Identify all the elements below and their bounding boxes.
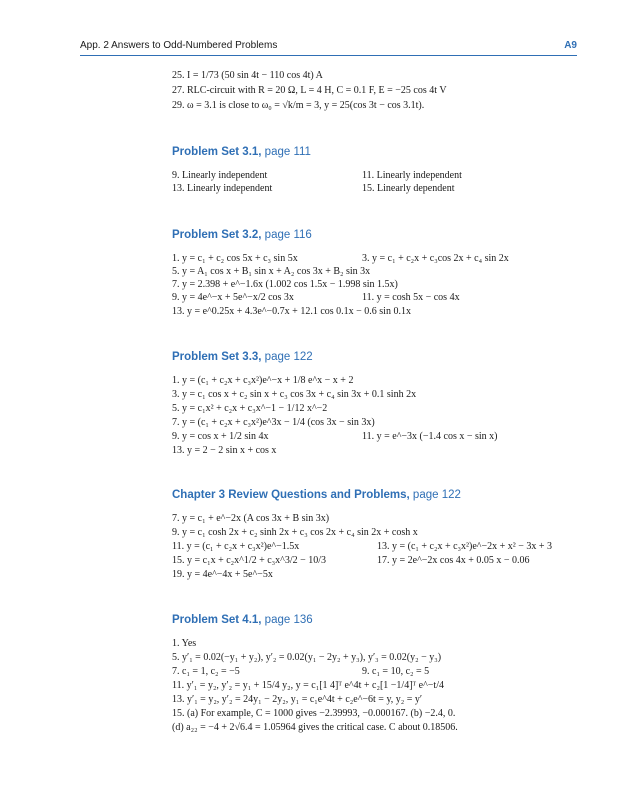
- answer-line: 9. y = 4e^−x + 5e^−x/2 cos 3x: [172, 292, 294, 303]
- answer-line: 7. y = (c₁ + c₂x + c₃x²)e^3x − 1/4 (cos 3x − sin 3x): [172, 417, 375, 428]
- answer-line: 11. Linearly independent: [362, 170, 462, 181]
- answer-line: 13. Linearly independent: [172, 183, 273, 194]
- answer-line: 29. ω = 3.1 is close to ω₀ = √k/m = 3, y = 25(cos 3t − cos 3.1t).: [172, 100, 425, 111]
- page-number: A9: [564, 40, 577, 51]
- answer-line: 15. (a) For example, C = 1000 gives −2.39993, −0.000167. (b) −2.4, 0.: [172, 708, 456, 719]
- answer-line: 11. y = e^−3x (−1.4 cos x − sin x): [362, 431, 498, 442]
- answer-line: (d) a₂₂ = −4 + 2√6.4 = 1.05964 gives the critical case. C about 0.18506.: [172, 722, 458, 733]
- answer-line: 9. Linearly independent: [172, 170, 268, 181]
- answer-line: 19. y = 4e^−4x + 5e^−5x: [172, 569, 273, 580]
- answer-line: 11. y = cosh 5x − cos 4x: [362, 292, 460, 303]
- answer-line: 3. y = c₁ cos x + c₂ sin x + c₃ cos 3x + c₄ sin 3x + 0.1 sinh 2x: [172, 389, 417, 400]
- answer-line: 5. y′₁ = 0.02(−y₁ + y₂), y′₂ = 0.02(y₁ − 2y₂ + y₃), y′₃ = 0.02(y₂ − y₃): [172, 652, 442, 663]
- section-heading: Problem Set 3.2, page 116: [172, 229, 312, 241]
- answer-line: 25. I = 1/73 (50 sin 4t − 110 cos 4t) A: [172, 70, 323, 81]
- answer-line: 17. y = 2e^−2x cos 4x + 0.05 x − 0.06: [377, 555, 530, 566]
- section-heading: Chapter 3 Review Questions and Problems, page 122: [172, 489, 461, 501]
- answer-line: 5. y = c₁x² + c₂x + c₃x^−1 − 1/12 x^−2: [172, 403, 328, 414]
- answer-line: 15. y = c₁x + c₂x^1/2 + c₃x^3/2 − 10/3: [172, 555, 327, 566]
- header-rule: [80, 55, 577, 56]
- answer-line: 15. Linearly dependent: [362, 183, 455, 194]
- answer-line: 1. y = c₁ + c₂ cos 5x + c₃ sin 5x: [172, 253, 298, 264]
- section-heading: Problem Set 4.1, page 136: [172, 614, 313, 626]
- answer-line: 13. y = 2 − 2 sin x + cos x: [172, 445, 277, 456]
- section-heading: Problem Set 3.1, page 111: [172, 146, 311, 158]
- answer-line: 13. y = e^0.25x + 4.3e^−0.7x + 12.1 cos 0.1x − 0.6 sin 0.1x: [172, 306, 411, 317]
- answer-line: 11. y′₁ = y₂, y′₂ = y₁ + 15/4 y₂, y = c₁[1 4]ᵀ e^4t + c₂[1 −1/4]ᵀ e^−t/4: [172, 680, 444, 691]
- running-header: [80, 40, 577, 54]
- answer-line: 1. Yes: [172, 638, 197, 649]
- answer-line: 13. y′₁ = y₂, y′₂ = 24y₁ − 2y₂, y₁ = c₁e^4t + c₂e^−6t = y, y₂ = y′: [172, 694, 423, 705]
- answer-line: 11. y = (c₁ + c₂x + c₃x²)e^−1.5x: [172, 541, 300, 552]
- answer-line: 9. y = c₁ cosh 2x + c₂ sinh 2x + c₃ cos 2x + c₄ sin 2x + cosh x: [172, 527, 418, 538]
- answer-line: 7. c₁ = 1, c₂ = −5: [172, 666, 240, 677]
- answer-line: 1. y = (c₁ + c₂x + c₃x²)e^−x + 1/8 e^x − x + 2: [172, 375, 354, 386]
- answer-line: 9. y = cos x + 1/2 sin 4x: [172, 431, 269, 442]
- section-heading: Problem Set 3.3, page 122: [172, 351, 313, 363]
- answer-line: 3. y = c₁ + c₂x + c₃cos 2x + c₄ sin 2x: [362, 253, 509, 264]
- answer-line: 13. y = (c₁ + c₂x + c₃x²)e^−2x + x² − 3x + 3: [377, 541, 553, 552]
- answer-line: 5. y = A₁ cos x + B₁ sin x + A₂ cos 3x + B₂ sin 3x: [172, 266, 371, 277]
- answer-line: 7. y = c₁ + e^−2x (A cos 3x + B sin 3x): [172, 513, 330, 524]
- header-title: App. 2 Answers to Odd-Numbered Problems: [80, 40, 278, 51]
- answer-line: 9. c₁ = 10, c₂ = 5: [362, 666, 430, 677]
- answer-line: 27. RLC-circuit with R = 20 Ω, L = 4 H, C = 0.1 F, E = −25 cos 4t V: [172, 85, 447, 96]
- answer-line: 7. y = 2.398 + e^−1.6x (1.002 cos 1.5x − 1.998 sin 1.5x): [172, 279, 398, 290]
